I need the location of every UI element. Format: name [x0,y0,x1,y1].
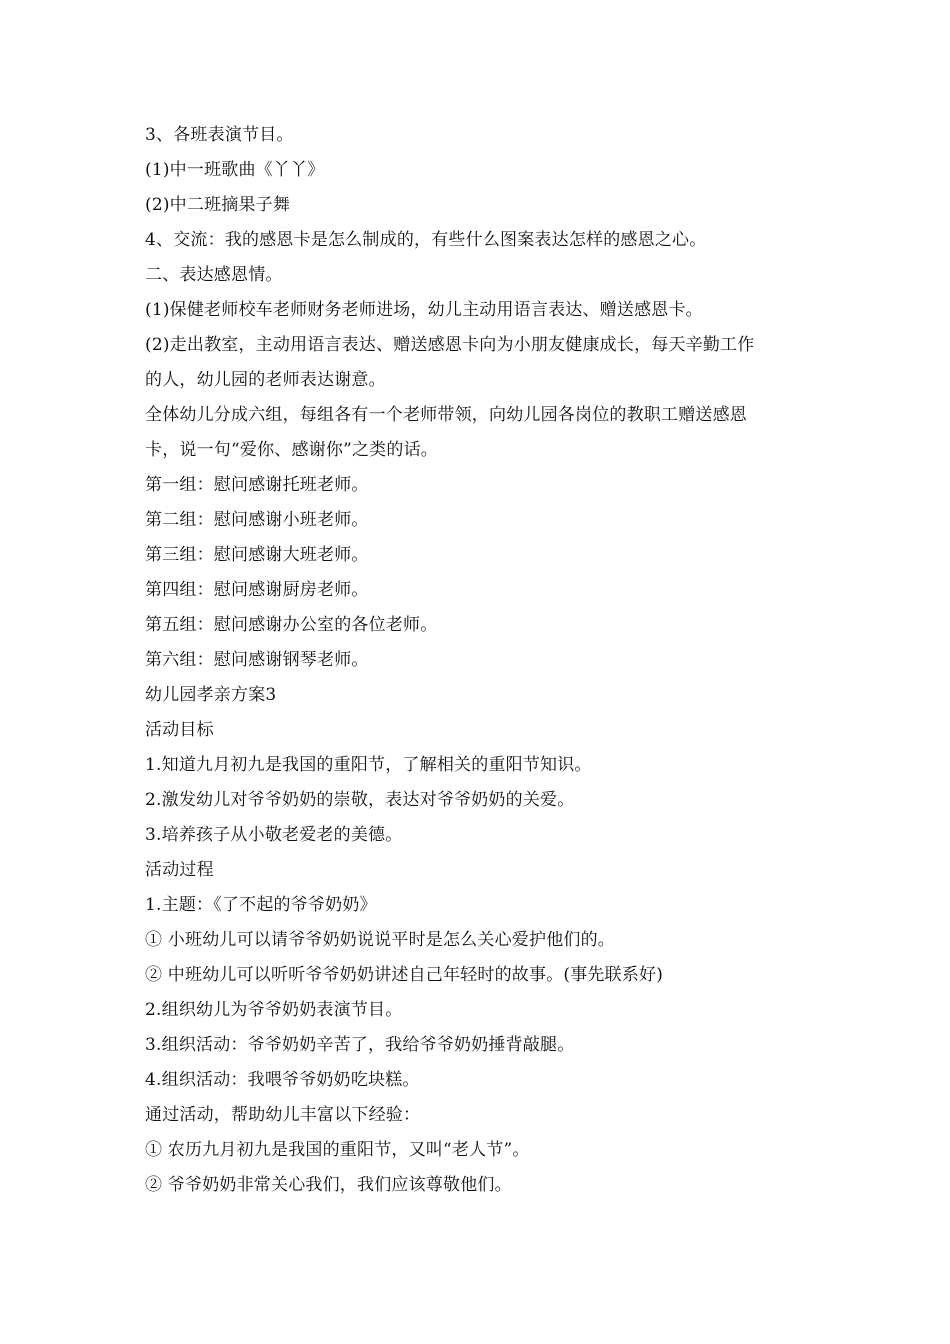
process-item: 2.组织幼儿为爷爷奶奶表演节目。 [145,1000,403,1020]
text-line: 卡，说一句“爱你、感谢你”之类的话。 [145,440,438,460]
group-item: 第六组：慰问感谢钢琴老师。 [145,650,369,670]
section-heading: 二、表达感恩情。 [145,265,283,285]
text-line: 4、交流：我的感恩卡是怎么制成的，有些什么图案表达怎样的感恩之心。 [145,230,707,250]
section-heading: 活动目标 [145,720,214,740]
plan-title: 幼儿园孝亲方案3 [145,685,277,705]
goal-item: 2.激发幼儿对爷爷奶奶的崇敬，表达对爷爷奶奶的关爱。 [145,790,575,810]
document-body [145,118,810,1203]
section-heading: 活动过程 [145,860,214,880]
text-line: 全体幼儿分成六组，每组各有一个老师带领，向幼儿园各岗位的教职工赠送感恩 [145,405,747,425]
text-line: 通过活动，帮助幼儿丰富以下经验： [145,1105,421,1125]
group-item: 第五组：慰问感谢办公室的各位老师。 [145,615,438,635]
process-item: ② 中班幼儿可以听听爷爷奶奶讲述自己年轻时的故事。(事先联系好) [145,965,664,985]
process-item: 4.组织活动：我喂爷爷奶奶吃块糕。 [145,1070,420,1090]
text-line: 3、各班表演节目。 [145,125,294,145]
process-item: 1.主题：《了不起的爷爷奶奶》 [145,895,377,915]
text-line: (1)中一班歌曲《丫丫》 [145,160,325,180]
experience-item: ② 爷爷奶奶非常关心我们，我们应该尊敬他们。 [145,1175,512,1195]
process-item: ① 小班幼儿可以请爷爷奶奶说说平时是怎么关心爱护他们的。 [145,930,616,950]
group-item: 第三组：慰问感谢大班老师。 [145,545,369,565]
text-line: (2)中二班摘果子舞 [145,195,291,215]
goal-item: 3.培养孩子从小敬老爱老的美德。 [145,825,403,845]
goal-item: 1.知道九月初九是我国的重阳节，了解相关的重阳节知识。 [145,755,592,775]
group-item: 第一组：慰问感谢托班老师。 [145,475,369,495]
process-item: 3.组织活动：爷爷奶奶辛苦了，我给爷爷奶奶捶背敲腿。 [145,1035,575,1055]
group-item: 第四组：慰问感谢厨房老师。 [145,580,369,600]
text-line: (1)保健老师校车老师财务老师进场，幼儿主动用语言表达、赠送感恩卡。 [145,300,703,320]
text-line: 的人，幼儿园的老师表达谢意。 [145,370,386,390]
experience-item: ① 农历九月初九是我国的重阳节，又叫“老人节”。 [145,1140,530,1160]
group-item: 第二组：慰问感谢小班老师。 [145,510,369,530]
text-line: (2)走出教室，主动用语言表达、赠送感恩卡向为小朋友健康成长，每天辛勤工作 [145,335,755,355]
